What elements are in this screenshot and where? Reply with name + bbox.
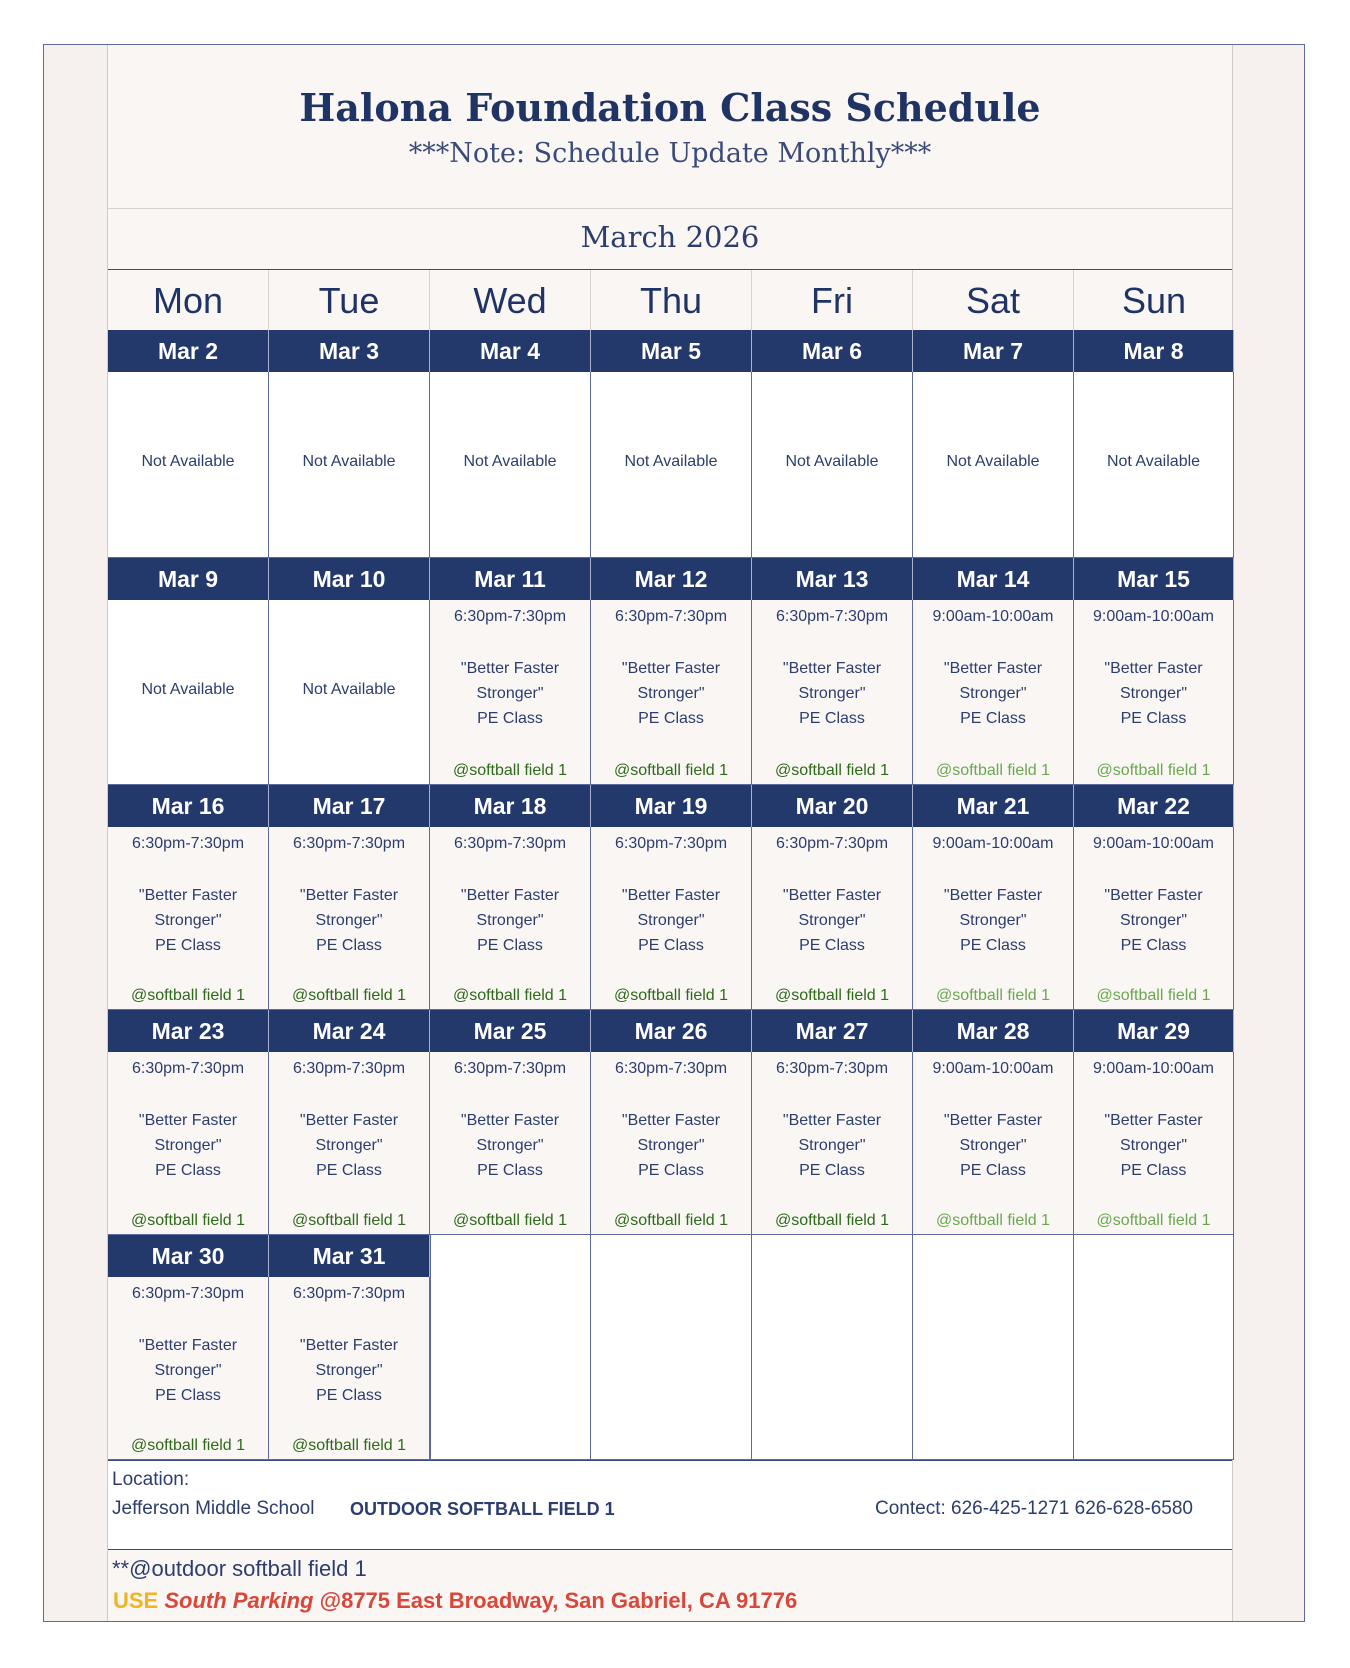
class-cell <box>913 600 1074 785</box>
class-name-line: PE Class <box>477 710 543 727</box>
location-label: Location: <box>112 1469 190 1490</box>
class-name-line: "Better Faster <box>138 1337 238 1354</box>
class-name-line: Stronger" <box>315 912 383 929</box>
class-name-line: PE Class <box>638 937 704 954</box>
class-name <box>1074 883 1233 958</box>
class-cell <box>591 827 752 1010</box>
class-time: 6:30pm-7:30pm <box>453 608 567 625</box>
class-name-line: PE Class <box>316 1162 382 1179</box>
class-cell <box>1074 827 1234 1010</box>
empty-cell <box>752 1235 913 1460</box>
class-name-line: Stronger" <box>798 1137 866 1154</box>
class-name-line: PE Class <box>960 937 1026 954</box>
class-name-line: PE Class <box>799 1162 865 1179</box>
class-location: @softball field 1 <box>613 987 729 1004</box>
class-location: @softball field 1 <box>291 1437 407 1454</box>
class-name-line: "Better Faster <box>621 887 721 904</box>
class-location: @softball field 1 <box>291 987 407 1004</box>
class-name-line: Stronger" <box>637 685 705 702</box>
class-cell <box>752 1052 913 1235</box>
class-cell <box>430 827 591 1010</box>
class-name <box>430 883 590 958</box>
class-name-line: Stronger" <box>1119 1137 1188 1154</box>
empty-cell <box>430 1235 591 1460</box>
not-available-label: Not Available <box>463 453 557 470</box>
class-name-line: "Better Faster <box>460 1112 560 1129</box>
day-header: Mar 16 <box>108 785 269 827</box>
class-location: @softball field 1 <box>1096 762 1211 779</box>
class-location: @softball field 1 <box>452 762 568 779</box>
class-time: 6:30pm-7:30pm <box>453 1060 567 1077</box>
class-location: @softball field 1 <box>774 987 890 1004</box>
class-time: 9:00am-10:00am <box>932 1060 1054 1077</box>
class-time: 6:30pm-7:30pm <box>775 608 889 625</box>
class-cell <box>752 600 913 785</box>
field-note: **@outdoor softball field 1 <box>112 1556 367 1581</box>
class-name-line: Stronger" <box>637 1137 705 1154</box>
class-time: 6:30pm-7:30pm <box>292 835 406 852</box>
class-location: @softball field 1 <box>130 1437 246 1454</box>
day-header: Mar 21 <box>913 785 1074 827</box>
class-name-line: "Better Faster <box>1104 1112 1203 1129</box>
use-word: USE <box>113 1588 159 1613</box>
unavailable-cell <box>752 372 913 558</box>
class-cell <box>108 827 269 1010</box>
class-name-line: PE Class <box>155 1387 221 1404</box>
class-name-line: PE Class <box>960 710 1026 727</box>
class-name <box>430 656 590 731</box>
class-time: 6:30pm-7:30pm <box>131 1060 245 1077</box>
class-name <box>591 1108 751 1183</box>
class-time: 9:00am-10:00am <box>1093 608 1214 625</box>
class-time: 6:30pm-7:30pm <box>775 835 889 852</box>
class-time: 6:30pm-7:30pm <box>131 1285 245 1302</box>
class-cell <box>269 1052 430 1235</box>
class-name <box>108 883 268 958</box>
class-time: 6:30pm-7:30pm <box>614 1060 728 1077</box>
class-location: @softball field 1 <box>1096 1212 1211 1229</box>
class-name <box>269 883 429 958</box>
class-name-line: PE Class <box>316 1387 382 1404</box>
day-header: Mar 7 <box>913 330 1074 372</box>
class-name <box>913 1108 1073 1183</box>
weekday-fri: Fri <box>752 270 913 330</box>
class-name-line: "Better Faster <box>1104 660 1203 677</box>
class-name-line: Stronger" <box>1119 912 1188 929</box>
unavailable-cell <box>108 372 269 558</box>
weekday-sun: Sun <box>1121 280 1187 321</box>
class-name <box>108 1108 268 1183</box>
class-name-line: PE Class <box>1120 710 1187 727</box>
class-name-line: "Better Faster <box>138 1112 238 1129</box>
class-location: @softball field 1 <box>935 987 1051 1004</box>
class-location: @softball field 1 <box>935 1212 1051 1229</box>
class-name-line: "Better Faster <box>1104 887 1203 904</box>
class-name-line: "Better Faster <box>460 887 560 904</box>
unavailable-cell <box>269 372 430 558</box>
class-cell <box>913 827 1074 1010</box>
class-name <box>752 1108 912 1183</box>
day-header: Mar 2 <box>108 330 269 372</box>
class-name-line: PE Class <box>638 1162 704 1179</box>
not-available-label: Not Available <box>302 453 396 470</box>
class-name-line: "Better Faster <box>782 660 882 677</box>
parking-info <box>108 1550 1232 1621</box>
weekday-sat: Sat <box>913 270 1074 330</box>
class-location: @softball field 1 <box>452 987 568 1004</box>
day-header: Mar 25 <box>430 1010 591 1052</box>
day-header: Mar 6 <box>752 330 913 372</box>
day-header: Mar 13 <box>752 558 913 600</box>
empty-cell <box>1074 1235 1234 1460</box>
class-location: @softball field 1 <box>291 1212 407 1229</box>
class-name <box>913 656 1073 731</box>
class-cell <box>430 1052 591 1235</box>
day-header: Mar 31 <box>269 1235 430 1277</box>
class-name-line: "Better Faster <box>299 1112 399 1129</box>
day-header: Mar 24 <box>269 1010 430 1052</box>
weekday-wed: Wed <box>430 270 591 330</box>
class-name-line: PE Class <box>799 937 865 954</box>
class-name <box>1074 656 1233 731</box>
class-time: 6:30pm-7:30pm <box>131 835 245 852</box>
class-cell <box>269 827 430 1010</box>
class-name-line: "Better Faster <box>299 1337 399 1354</box>
class-name-line: "Better Faster <box>299 887 399 904</box>
day-header: Mar 12 <box>591 558 752 600</box>
contact-info: Contect: 626-425-1271 626-628-6580 <box>875 1498 1193 1519</box>
class-name-line: Stronger" <box>637 912 705 929</box>
unavailable-cell <box>913 372 1074 558</box>
class-cell <box>108 1277 269 1460</box>
class-name-line: Stronger" <box>959 1137 1027 1154</box>
class-time: 6:30pm-7:30pm <box>292 1285 406 1302</box>
class-cell <box>752 827 913 1010</box>
day-header: Mar 26 <box>591 1010 752 1052</box>
class-time: 6:30pm-7:30pm <box>292 1060 406 1077</box>
class-name <box>269 1108 429 1183</box>
class-name <box>591 883 751 958</box>
class-name-line: PE Class <box>799 710 865 727</box>
class-time: 6:30pm-7:30pm <box>614 608 728 625</box>
unavailable-cell <box>269 600 430 785</box>
class-location: @softball field 1 <box>452 1212 568 1229</box>
class-location: @softball field 1 <box>130 1212 246 1229</box>
class-name <box>752 656 912 731</box>
class-name-line: PE Class <box>155 937 221 954</box>
weekday-mon: Mon <box>108 270 269 330</box>
class-cell <box>913 1052 1074 1235</box>
class-name-line: "Better Faster <box>943 887 1043 904</box>
class-name-line: Stronger" <box>476 1137 544 1154</box>
field-name: OUTDOOR SOFTBALL FIELD 1 <box>350 1499 615 1519</box>
class-name <box>913 883 1073 958</box>
class-name <box>108 1333 268 1408</box>
class-name-line: Stronger" <box>476 685 544 702</box>
unavailable-cell <box>591 372 752 558</box>
day-header: Mar 17 <box>269 785 430 827</box>
class-cell <box>591 1052 752 1235</box>
class-time: 6:30pm-7:30pm <box>614 835 728 852</box>
class-cell <box>108 1052 269 1235</box>
not-available-label: Not Available <box>624 453 718 470</box>
class-cell <box>430 600 591 785</box>
class-name-line: "Better Faster <box>943 1112 1043 1129</box>
day-header: Mar 8 <box>1074 330 1234 372</box>
class-name-line: "Better Faster <box>943 660 1043 677</box>
class-name-line: Stronger" <box>798 685 866 702</box>
not-available-label: Not Available <box>1106 453 1201 470</box>
day-header: Mar 10 <box>269 558 430 600</box>
class-name-line: "Better Faster <box>138 887 238 904</box>
day-header: Mar 3 <box>269 330 430 372</box>
schedule-sheet <box>107 45 1233 1621</box>
class-name <box>269 1333 429 1408</box>
class-cell <box>269 1277 430 1460</box>
day-header: Mar 9 <box>108 558 269 600</box>
class-location: @softball field 1 <box>613 762 729 779</box>
class-location: @softball field 1 <box>774 762 890 779</box>
location-info <box>108 1460 1232 1550</box>
class-time: 9:00am-10:00am <box>932 608 1054 625</box>
empty-cell <box>913 1235 1074 1460</box>
class-name <box>591 656 751 731</box>
class-name-line: PE Class <box>960 1162 1026 1179</box>
weekday-header-row <box>108 270 1232 330</box>
class-name-line: "Better Faster <box>621 660 721 677</box>
class-name-line: "Better Faster <box>621 1112 721 1129</box>
class-location: @softball field 1 <box>1096 987 1211 1004</box>
day-header: Mar 19 <box>591 785 752 827</box>
day-header: Mar 18 <box>430 785 591 827</box>
unavailable-cell <box>1074 372 1234 558</box>
class-name-line: PE Class <box>1120 937 1187 954</box>
parking-address: @8775 East Broadway, San Gabriel, CA 91776 <box>319 1588 798 1613</box>
class-name-line: Stronger" <box>154 1137 222 1154</box>
day-header: Mar 14 <box>913 558 1074 600</box>
day-header: Mar 28 <box>913 1010 1074 1052</box>
class-name-line: PE Class <box>638 710 704 727</box>
class-location: @softball field 1 <box>935 762 1051 779</box>
class-name-line: PE Class <box>1120 1162 1187 1179</box>
page-title: Halona Foundation Class Schedule <box>299 85 1041 130</box>
day-header: Mar 20 <box>752 785 913 827</box>
day-header: Mar 23 <box>108 1010 269 1052</box>
class-name-line: Stronger" <box>1119 685 1188 702</box>
class-name-line: "Better Faster <box>782 887 882 904</box>
class-name-line: Stronger" <box>798 912 866 929</box>
class-name-line: "Better Faster <box>460 660 560 677</box>
schedule-note: ***Note: Schedule Update Monthly*** <box>408 138 932 169</box>
class-name-line: PE Class <box>155 1162 221 1179</box>
class-name-line: Stronger" <box>154 912 222 929</box>
day-header: Mar 22 <box>1074 785 1234 827</box>
parking-directions <box>113 1588 797 1614</box>
not-available-label: Not Available <box>785 453 879 470</box>
class-location: @softball field 1 <box>130 987 246 1004</box>
class-name-line: PE Class <box>477 937 543 954</box>
day-header: Mar 15 <box>1074 558 1234 600</box>
class-name-line: PE Class <box>477 1162 543 1179</box>
day-header: Mar 11 <box>430 558 591 600</box>
class-cell <box>1074 600 1234 785</box>
class-time: 9:00am-10:00am <box>1093 1060 1214 1077</box>
class-time: 9:00am-10:00am <box>932 835 1054 852</box>
day-header: Mar 5 <box>591 330 752 372</box>
not-available-label: Not Available <box>302 680 396 698</box>
class-cell <box>1074 1052 1234 1235</box>
class-cell <box>591 600 752 785</box>
unavailable-cell <box>430 372 591 558</box>
class-name-line: Stronger" <box>476 912 544 929</box>
day-header: Mar 4 <box>430 330 591 372</box>
class-name <box>430 1108 590 1183</box>
class-time: 9:00am-10:00am <box>1093 835 1214 852</box>
class-name-line: Stronger" <box>959 685 1027 702</box>
class-time: 6:30pm-7:30pm <box>453 835 567 852</box>
class-time: 6:30pm-7:30pm <box>775 1060 889 1077</box>
weekday-tue: Tue <box>269 270 430 330</box>
class-location: @softball field 1 <box>774 1212 890 1229</box>
class-name-line: Stronger" <box>154 1362 222 1379</box>
class-name <box>752 883 912 958</box>
class-name-line: PE Class <box>316 937 382 954</box>
not-available-label: Not Available <box>141 453 235 470</box>
class-name <box>1074 1108 1233 1183</box>
school-name: Jefferson Middle School <box>112 1498 315 1519</box>
month-label: March 2026 <box>108 208 1232 270</box>
class-name-line: Stronger" <box>959 912 1027 929</box>
day-header: Mar 29 <box>1074 1010 1234 1052</box>
class-name-line: "Better Faster <box>782 1112 882 1129</box>
unavailable-cell <box>108 600 269 785</box>
class-name-line: Stronger" <box>315 1137 383 1154</box>
not-available-label: Not Available <box>141 680 235 698</box>
class-location: @softball field 1 <box>613 1212 729 1229</box>
weekday-thu: Thu <box>591 270 752 330</box>
not-available-label: Not Available <box>946 453 1040 470</box>
day-header: Mar 30 <box>108 1235 269 1277</box>
empty-cell <box>591 1235 752 1460</box>
day-header: Mar 27 <box>752 1010 913 1052</box>
class-name-line: Stronger" <box>315 1362 383 1379</box>
parking-name: South Parking <box>164 1588 314 1613</box>
